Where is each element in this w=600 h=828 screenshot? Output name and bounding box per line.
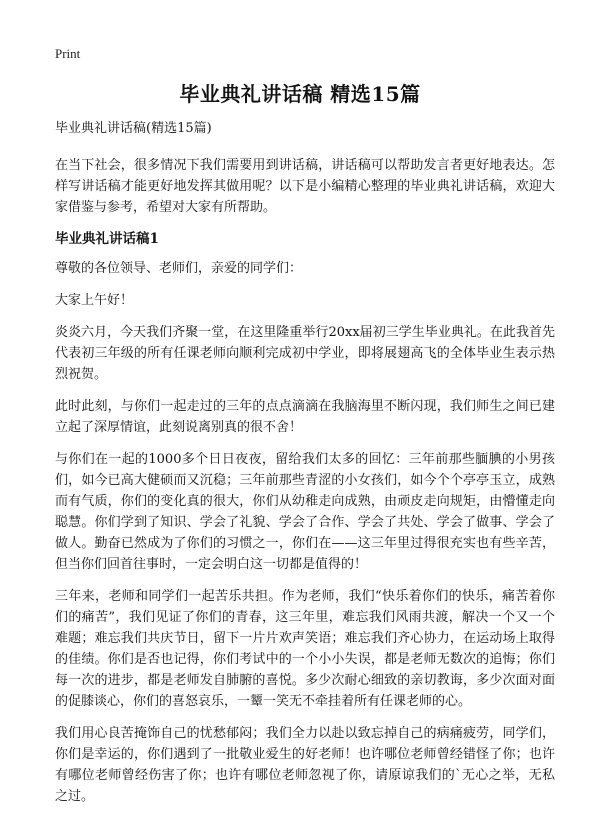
body-paragraph: 我们用心良苦掩饰自己的忧愁郁闷；我们全力以赴以致忘掉自己的病痛疲劳，同学们，你们是幸运的，你们遇到了一批敬业爱生的好老师！也许哪位老师曾经错怪了你；也许有哪位老师曾经伤害了你；也许有哪位老师忽视了你，请原谅我们的`无心之举，无私之过。 — [55, 726, 555, 804]
section-heading: 毕业典礼讲话稿1 — [55, 231, 159, 247]
intro-paragraph: 在当下社会，很多情况下我们需要用到讲话稿，讲话稿可以帮助发言者更好地表达。怎样写讲话稿才能更好地发挥其做用呢？以下是小编精心整理的毕业典礼讲话稿，欢迎大家借鉴与参考，希望对大家有所帮助。 — [55, 158, 555, 215]
body-paragraph: 此时此刻，与你们一起走过的三年的点点滴滴在我脑海里不断闪现，我们师生之间已建立起了深厚情谊，此刻说离别真的很不舍！ — [55, 399, 555, 435]
print-link[interactable]: Print — [55, 46, 81, 61]
document-body — [55, 120, 555, 818]
body-paragraph: 炎炎六月，今天我们齐聚一堂，在这里隆重举行20xx届初三学生毕业典礼。在此我首先代表初三年级的所有任课老师向顺利完成初中学业，即将展翅高飞的全体毕业生表示热烈祝贺。 — [55, 325, 555, 382]
body-paragraph: 三年来，老师和同学们一起苦乐共担。作为老师，我们“快乐着你们的快乐，痛苦着你们的痛苦”，我们见证了你们的青春，这三年里，难忘我们风雨共渡，解决一个又一个难题；难忘我们共庆节日，留下一片片欢声笑语；难忘我们齐心协力，在运动场上取得的佳绩。你们是否也记得，你们考试中的一个小小失误，都是老师无数次的追悔；你们每一次的进步，都是老师发自肺腑的喜悦。多少次耐心细致的亲切教诲，多少次面对面的促膝谈心，你们的喜怒哀乐，一颦一笑无不牵挂着所有任课老师的心。 — [55, 589, 555, 709]
salutation-paragraph: 大家上午好！ — [55, 293, 134, 308]
document-title: 毕业典礼讲话稿 精选15篇 — [179, 82, 421, 106]
greeting-paragraph: 尊敬的各位领导、老师们，亲爱的同学们： — [55, 261, 303, 276]
document-subtitle: 毕业典礼讲话稿(精选15篇) — [55, 121, 212, 136]
body-paragraph: 与你们在一起的1000多个日日夜夜，留给我们太多的回忆：三年前那些腼腆的小男孩们，如今已高大健硕而又沉稳；三年前那些青涩的小女孩们，如今个个亭亭玉立，成熟而有气质，你们的变化真的很大，你们从幼稚走向成熟，由顽皮走向规矩，由懵懂走向聪慧。你们学到了知识、学会了礼貌、学会了合作、学会了共处、学会了做事、学会了做人。勤奋已然成为了你们的习惯之一，你们在——这三年里过得很充实也有些辛苦，但当你们回首往事时，一定会明白这一切都是值得的！ — [55, 452, 555, 572]
